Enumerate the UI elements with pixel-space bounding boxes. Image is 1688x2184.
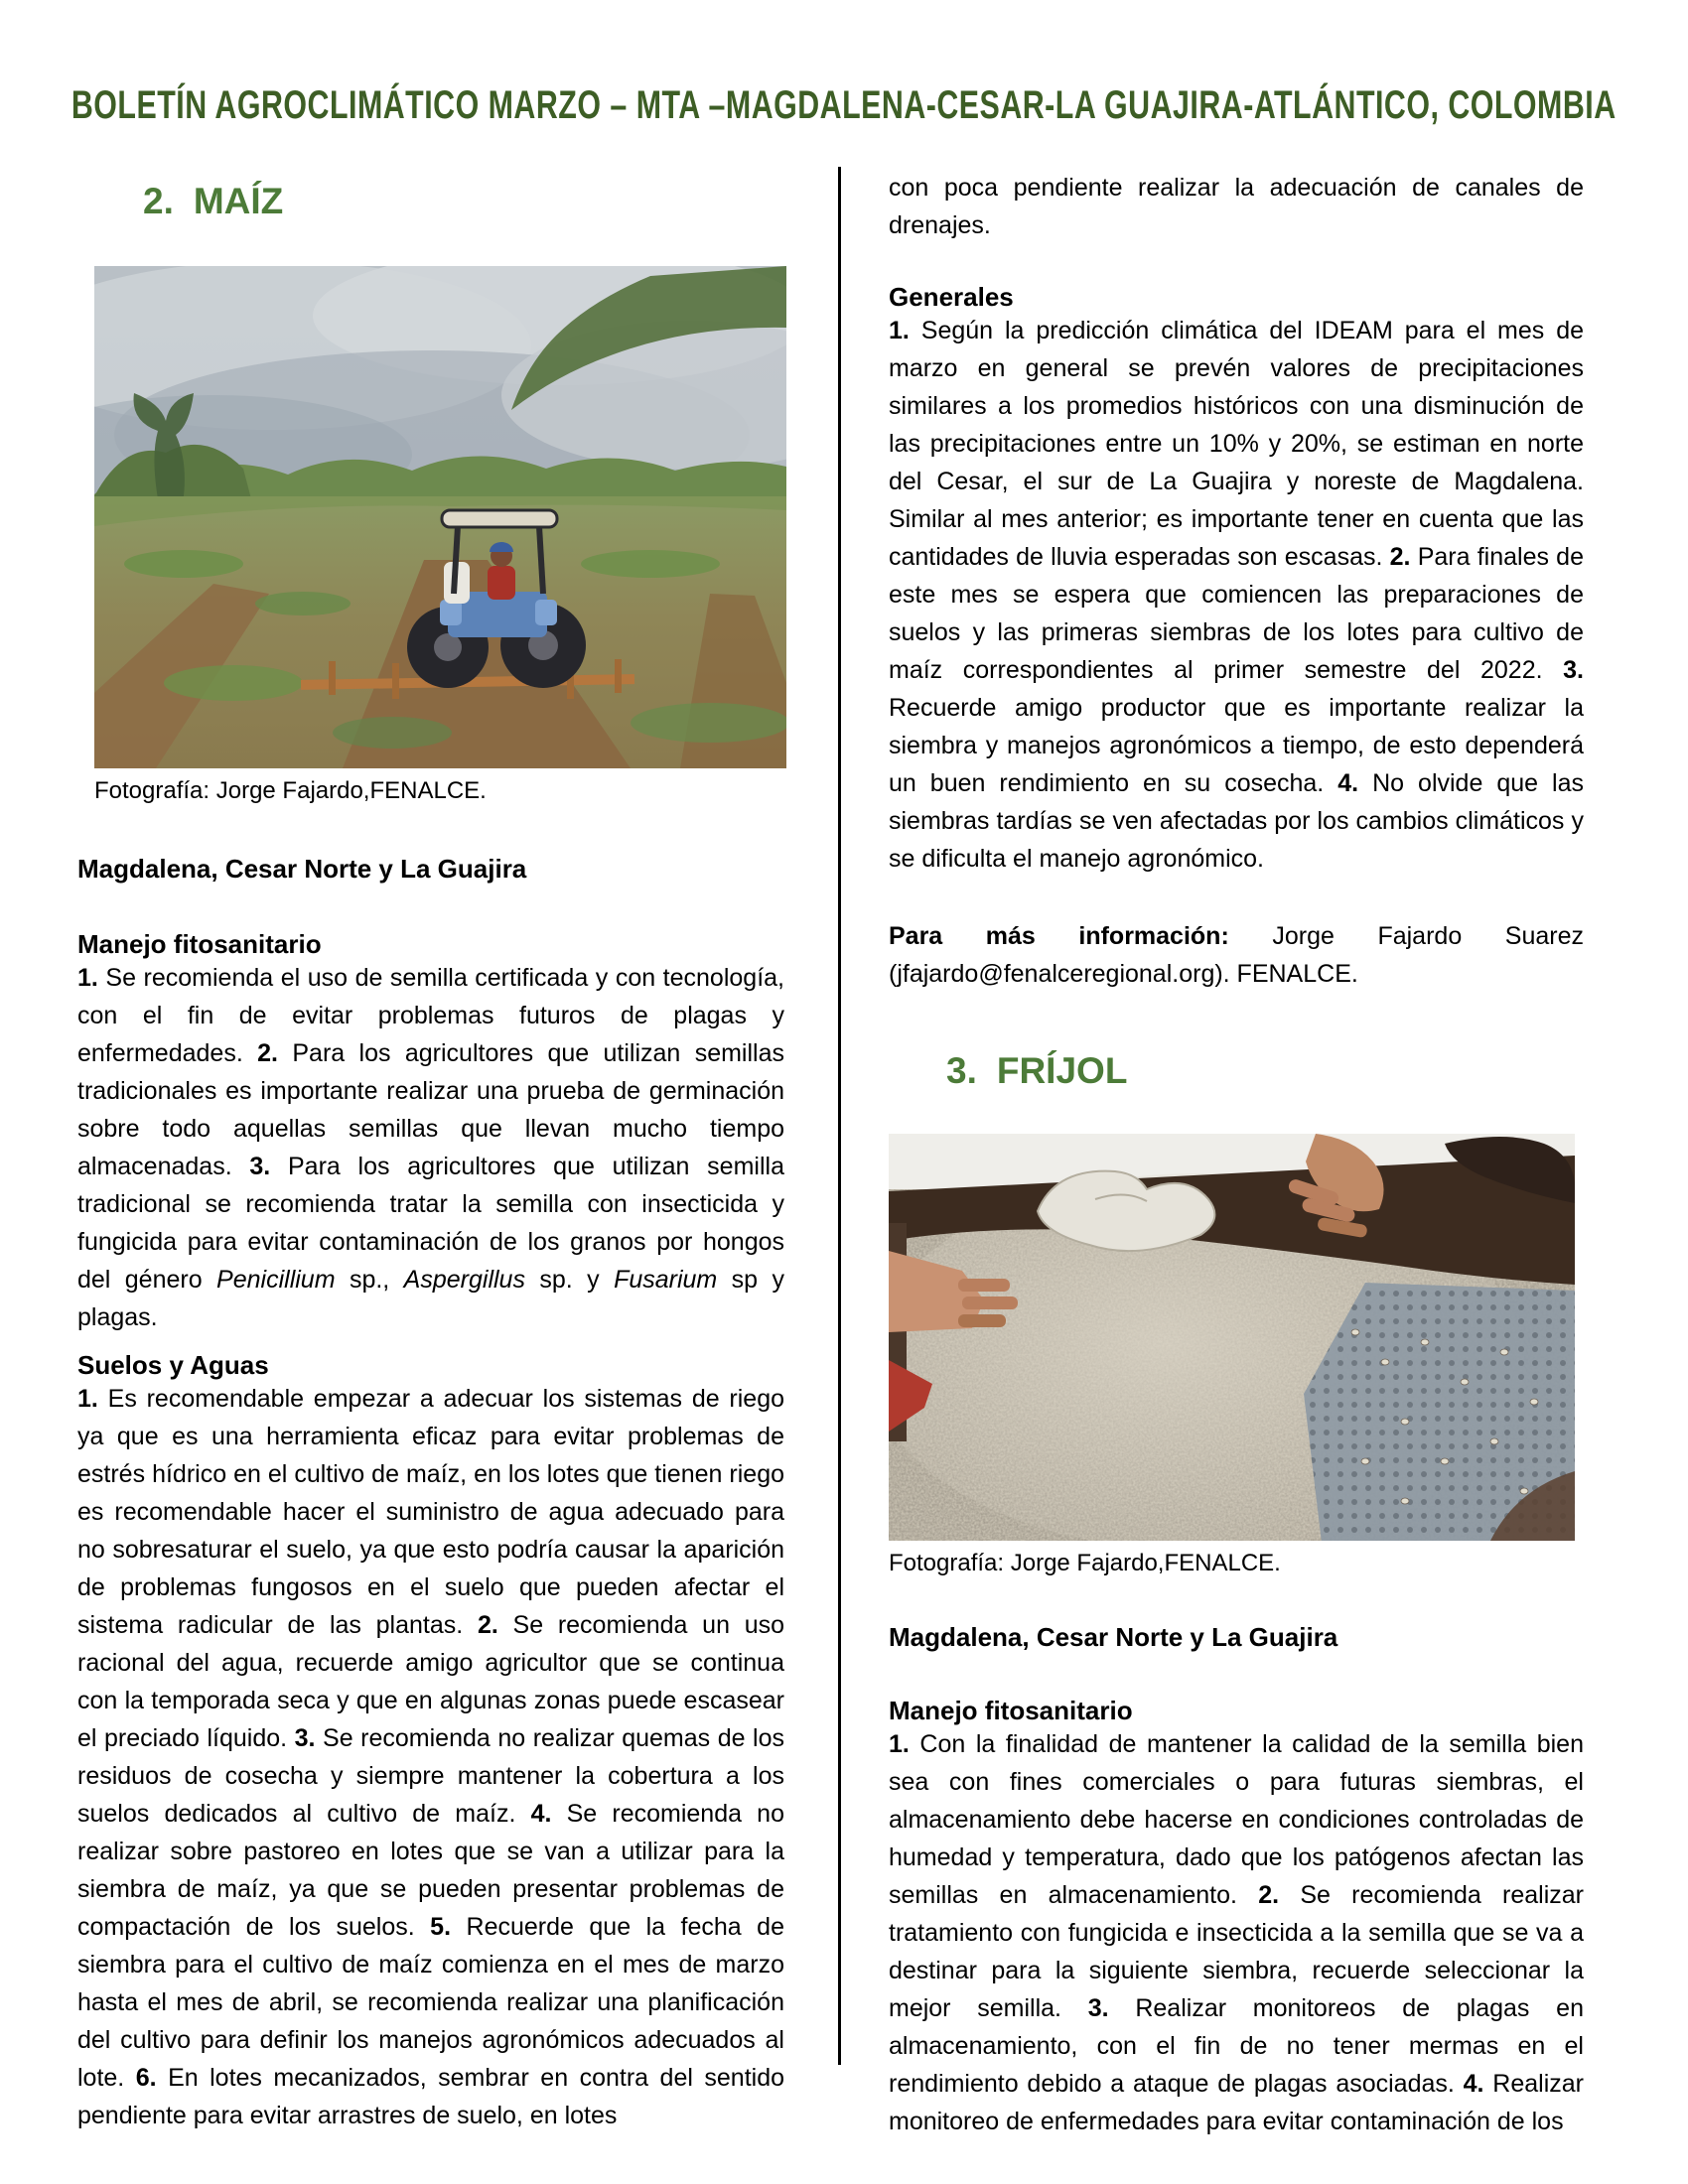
section-title: MAÍZ — [193, 181, 284, 221]
photo-caption: Fotografía: Jorge Fajardo,FENALCE. — [889, 1550, 1281, 1576]
generales-paragraph: 1. Según la predicción climática del IDEAM para el mes de marzo en general se prevén valores de precipitaciones similares a los promedios históricos con una disminución de las precipitaciones entre un 10% y 20%, se estiman en norte del Cesar, el sur de La Guajira y noreste de Magdalena. Similar al mes anterior; es importante tener en cuenta que las cantidades de lluvia esperadas son escasas. 2. Para finales de este mes se espera que comiencen las preparaciones de suelos y las primeras siembras de los lotes para cultivo de maíz correspondientes al primer semestre del 2022. 3. Recuerde amigo productor que es importante realizar la siembra y manejos agronómicos a tiempo, de esto dependerá un buen rendimiento en su cosecha. 4. No olvide que las siembras tardías se ven afectadas por los cambios climáticos y se dificulta el manejo agronómico. — [889, 317, 1585, 873]
suelos-paragraph: 1. Es recomendable empezar a adecuar los sistemas de riego ya que es una herramienta eficaz para evitar problemas de estrés hídrico en el cultivo de maíz, en los lotes que tienen riego es recomendable hacer el suministro de agua adecuado para no sobresaturar el suelo, ya que esto podría causar la aparición de problemas fungosos en el suelo que pueden afectar el sistema radicular de las plantas. 2. Se recomienda un uso racional del agua, recuerde amigo agricultor que se continua con la temporada seca y que en algunas zonas puede escasear el preciado líquido. 3. Se recomienda no realizar quemas de los residuos de cosecha y siempre mantener la cobertura a los suelos dedicados al cultivo de maíz. 4. Se recomienda no realizar sobre pastoreo en lotes que se van a utilizar para la siembra de maíz, ya que se pueden presentar problemas de compactación de los suelos. 5. Recuerde que la fecha de siembra para el cultivo de maíz comienza en el mes de marzo hasta el mes de abril, se recomienda realizar una planificación del cultivo para definir los manejos agronómicos adecuados al lote. 6. En lotes mecanizados, sembrar en contra del sentido pendiente para evitar arrastres de suelo, en lotes — [77, 1385, 785, 2129]
subsection-heading-fitosanitario: Manejo fitosanitario — [77, 929, 322, 959]
intro-paragraph: con poca pendiente realizar la adecuación de canales de drenajes. — [889, 174, 1584, 239]
right-column — [889, 169, 1584, 2140]
page-header — [0, 81, 1688, 128]
section-heading-frijol — [946, 1050, 1584, 1092]
tractor-field-illustration — [94, 266, 786, 768]
page-title: BOLETÍN AGROCLIMÁTICO MARZO – MTA –MAGDALENA-CESAR-LA GUAJIRA-ATLÁNTICO, COLOMBIA — [71, 81, 1617, 128]
tractor-field-photo — [94, 266, 786, 768]
beans-tray-illustration — [889, 1134, 1575, 1541]
fitosanitario-paragraph: 1. Con la finalidad de mantener la calidad de la semilla bien sea con fines comerciales o para futuras siembras, el almacenamiento debe hacerse en condiciones controladas de humedad y temperatura, dado que los patógenos afectan las semillas en almacenamiento. 2. Se recomienda realizar tratamiento con fungicida e insecticida a la semilla que se va a destinar para la siguiente siembra, recuerde seleccionar la mejor semilla. 3. Realizar monitoreos de plagas en almacenamiento, con el fin de no tener mermas en el rendimiento debido a ataque de plagas asociadas. 4. Realizar monitoreo de enfermedades para evitar contaminación de los — [889, 1730, 1585, 2135]
region-heading: Magdalena, Cesar Norte y La Guajira — [889, 1622, 1338, 1652]
region-heading: Magdalena, Cesar Norte y La Guajira — [77, 854, 527, 884]
column-divider — [838, 167, 841, 2065]
contact-paragraph: Para más información: Jorge Fajardo Suarez (jfajardo@fenalceregional.org). FENALCE. — [889, 922, 1584, 988]
section-number: 3. — [946, 1050, 977, 1091]
subsection-heading-fitosanitario: Manejo fitosanitario — [889, 1696, 1133, 1725]
photo-caption: Fotografía: Jorge Fajardo,FENALCE. — [94, 777, 487, 804]
section-heading-maiz — [143, 181, 784, 222]
subsection-heading-generales: Generales — [889, 282, 1014, 312]
beans-tray-photo — [889, 1134, 1575, 1541]
section-title: FRÍJOL — [996, 1050, 1128, 1091]
fitosanitario-paragraph: 1. Se recomienda el uso de semilla certificada y con tecnología, con el fin de evitar problemas futuros de plagas y enfermedades. 2. Para los agricultores que utilizan semillas tradicionales es importante realizar una prueba de germinación sobre todo aquellas semillas que llevan mucho tiempo almacenadas. 3. Para los agricultores que utilizan semilla tradicional se recomienda tratar la semilla con insecticida y fungicida para evitar contaminación de los granos por hongos del género Penicillium sp., Aspergillus sp. y Fusarium sp y plagas. — [77, 964, 784, 1331]
section-number: 2. — [143, 181, 174, 221]
subsection-heading-suelos: Suelos y Aguas — [77, 1350, 269, 1380]
left-column — [77, 181, 784, 2134]
